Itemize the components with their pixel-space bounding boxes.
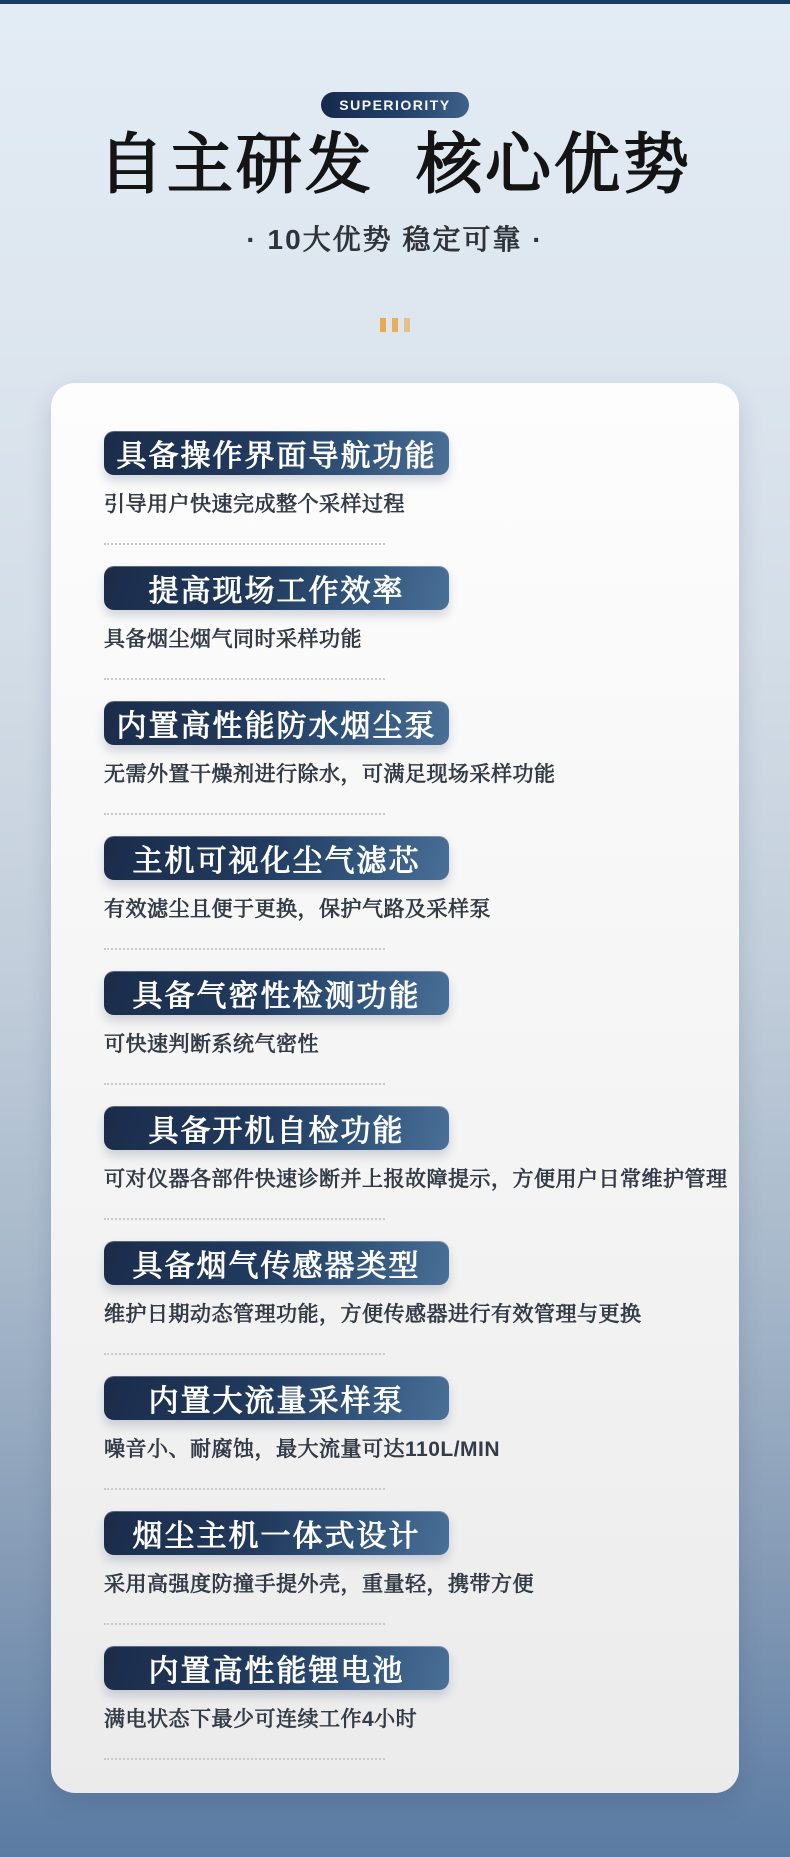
- advantage-title-pill: [104, 1106, 449, 1150]
- advantage-title-pill: [104, 566, 449, 610]
- advantage-title-pill: [104, 971, 449, 1015]
- advantage-item: [104, 971, 709, 1085]
- page-subtitle: · 10大优势 稳定可靠 ·: [246, 223, 544, 255]
- advantage-title-pill: [104, 1646, 449, 1690]
- advantage-item: [104, 836, 709, 950]
- dotted-divider: [104, 1083, 385, 1085]
- advantage-title-pill: [104, 836, 449, 880]
- advantage-description: 噪音小、耐腐蚀，最大流量可达110L/MIN: [104, 1437, 501, 1461]
- decoration-bar: [392, 318, 398, 332]
- advantage-description: 可对仪器各部件快速诊断并上报故障提示，方便用户日常维护管理: [104, 1167, 728, 1191]
- dotted-divider: [104, 1218, 385, 1220]
- decoration-bar: [380, 318, 386, 332]
- advantage-item: [104, 1376, 709, 1490]
- advantage-description: 可快速判断系统气密性: [104, 1032, 319, 1056]
- dotted-divider: [104, 543, 385, 545]
- advantage-item: [104, 1241, 709, 1355]
- page-title-left: 自主研发: [98, 127, 374, 201]
- advantage-item: [104, 1106, 728, 1220]
- dotted-divider: [104, 1353, 385, 1355]
- advantage-description: 无需外置干燥剂进行除水，可满足现场采样功能: [104, 762, 556, 786]
- advantage-description: 有效滤尘且便于更换，保护气路及采样泵: [104, 897, 491, 921]
- advantage-title-label: 提高现场工作效率: [148, 574, 405, 608]
- advantage-description: 采用高强度防撞手提外壳，重量轻，携带方便: [104, 1572, 534, 1596]
- advantage-title-label: 具备气密性检测功能: [132, 979, 421, 1013]
- dotted-divider: [104, 1488, 385, 1490]
- page-title: [0, 127, 790, 201]
- advantage-title-pill: [104, 701, 449, 745]
- decoration-bar: [404, 318, 410, 332]
- dotted-divider: [104, 813, 385, 815]
- dotted-divider: [104, 948, 385, 950]
- advantage-description: 维护日期动态管理功能，方便传感器进行有效管理与更换: [104, 1302, 642, 1326]
- advantage-title-label: 烟尘主机一体式设计: [132, 1519, 421, 1553]
- advantage-item: [104, 566, 709, 680]
- advantage-title-label: 主机可视化尘气滤芯: [132, 844, 421, 878]
- superiority-badge-label: SUPERIORITY: [339, 97, 451, 113]
- advantage-description: 满电状态下最少可连续工作4小时: [104, 1707, 418, 1731]
- advantage-item: [104, 701, 709, 815]
- advantage-title-pill: [104, 1511, 449, 1555]
- advantage-title-label: 内置高性能防水烟尘泵: [116, 709, 437, 743]
- advantage-description: 具备烟尘烟气同时采样功能: [104, 627, 362, 651]
- advantages-card: [51, 383, 739, 1793]
- advantage-list: [104, 431, 728, 1760]
- dotted-divider: [104, 1758, 385, 1760]
- dotted-divider: [104, 1623, 385, 1625]
- advantage-description: 引导用户快速完成整个采样过程: [104, 492, 405, 516]
- decoration-bars-icon: [0, 318, 790, 332]
- dotted-divider: [104, 678, 385, 680]
- page-title-right: 核心优势: [416, 127, 692, 201]
- advantage-title-label: 具备操作界面导航功能: [116, 439, 437, 473]
- header: [0, 4, 790, 332]
- superiority-badge: [321, 92, 468, 118]
- advantage-item: [104, 431, 709, 545]
- advantage-title-pill: [104, 431, 449, 475]
- advantage-title-label: 具备开机自检功能: [148, 1114, 405, 1148]
- advantage-title-pill: [104, 1241, 449, 1285]
- advantage-title-label: 内置大流量采样泵: [148, 1384, 405, 1418]
- advantage-item: [104, 1511, 709, 1625]
- advantage-title-label: 具备烟气传感器类型: [132, 1249, 421, 1283]
- advantage-title-pill: [104, 1376, 449, 1420]
- advantage-title-label: 内置高性能锂电池: [148, 1654, 405, 1688]
- advantage-item: [104, 1646, 709, 1760]
